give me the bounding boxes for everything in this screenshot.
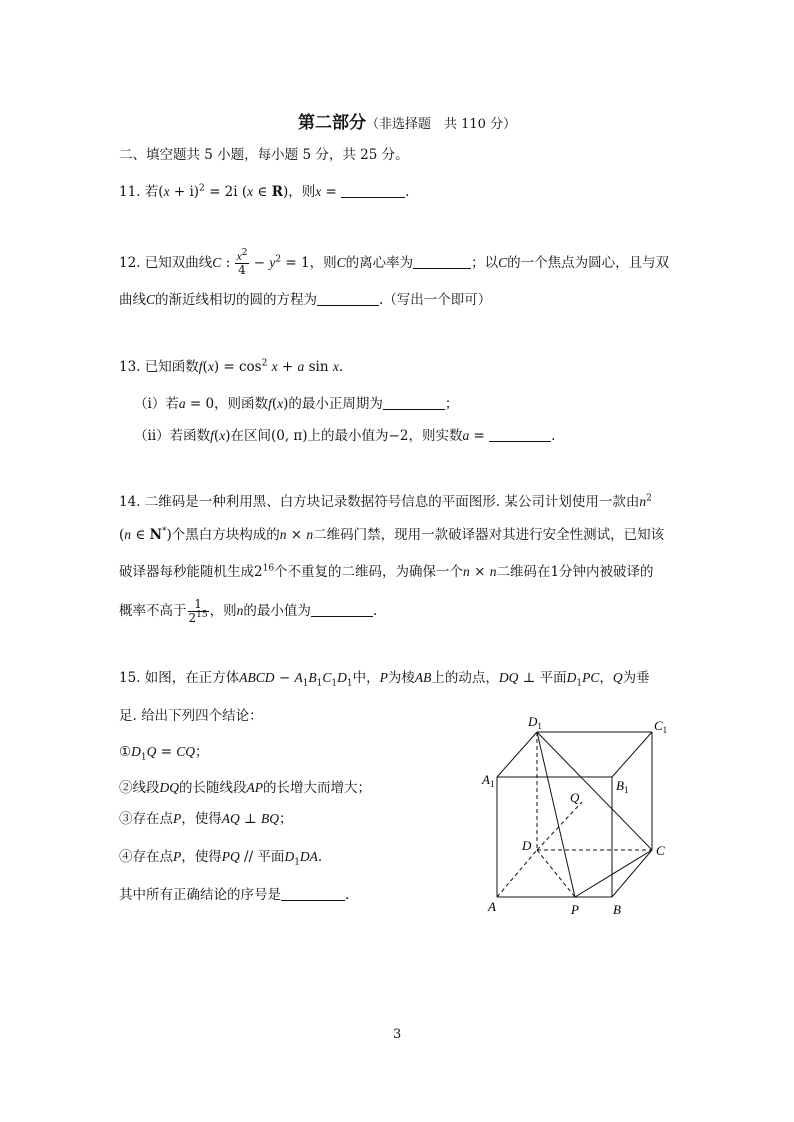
conclusion-3-b: ，使得 — [181, 811, 222, 827]
q14-line2-a: 个黑白方块构成的 — [171, 527, 280, 543]
answer-blank-14[interactable] — [311, 602, 373, 617]
q11-prefix: 若 — [144, 184, 159, 200]
q14-line4-a: 概率不高于 — [119, 603, 187, 619]
q14-line1: 二维码是一种利用黑、白方块记录数据符号信息的平面图形. 某公司计划使用一款由 — [144, 494, 640, 510]
label-c: C — [656, 843, 665, 858]
q14-line2-b: 二维码门禁，现用一款破译器对其进行安全性测试，已知该 — [313, 527, 665, 543]
segment-pc — [575, 850, 652, 897]
page-title — [298, 108, 516, 133]
q15-line1-g: 为垂 — [622, 670, 650, 686]
title-subtitle: （非选择题 共 110 分） — [366, 117, 517, 132]
label-b: B — [613, 902, 621, 917]
q14-number: 14. — [119, 494, 141, 510]
q13-part1-mid: ，则函数 — [214, 396, 269, 412]
q12-text-e: 的一个焦点为圆心，且与双 — [507, 255, 670, 271]
q13-part1-label: （ⅰ）若 — [134, 396, 179, 412]
answer-blank-11[interactable] — [341, 183, 405, 198]
q11-var: x — [315, 184, 322, 199]
question-15-final: 其中所有正确结论的序号是 . — [119, 887, 350, 903]
q12-curve-3: C — [498, 255, 508, 270]
question-13-part-1: （ⅰ）若a = 0，则函数f(x)的最小正周期为 ； — [134, 396, 459, 412]
question-14-line2: (n ∈ N*)个黑白方块构成的n × n二维码门禁，现用一款破译器对其进行安全性测试，已知该 — [119, 526, 665, 543]
q11-suffix: ，则 — [288, 184, 316, 200]
question-13: 13. 已知函数$f(x) = \cos^2 x + a$ sin x. — [119, 358, 344, 375]
q15-line1-a: 如图，在正方体 — [144, 670, 240, 686]
conclusion-4-mark: ④ — [119, 849, 133, 865]
label-d1: $D_1$ — [528, 714, 542, 731]
q14-fraction: $\frac{1}{2^{15}}$ — [188, 597, 208, 625]
q14-line3-b: 个不重复的二维码，为确保一个 — [274, 564, 464, 580]
q14-line3-d: 1 — [550, 564, 560, 580]
edge-a1d1 — [497, 732, 537, 777]
conclusion-3-mark: ③ — [119, 811, 133, 827]
q11-number: 11. — [119, 184, 141, 200]
q12-number: 12. — [119, 255, 141, 271]
q13-part2-end: ，则实数 — [408, 428, 463, 444]
question-13-part-2: （ⅱ）若函数f(x)在区间(0, π)上的最小值为−2，则实数a = . — [134, 428, 556, 444]
answer-blank-12a[interactable] — [413, 254, 471, 269]
q12-text-a: 已知双曲线 — [144, 255, 213, 271]
edge-bc — [612, 850, 652, 897]
conclusion-2: ②线段DQ的长随线段AP的长增大而增大； — [119, 780, 371, 796]
q12-fraction: $\frac{x^2}{4}$ — [236, 248, 248, 277]
page-number: 3 — [393, 1027, 402, 1042]
q15-line1-f: ， — [599, 670, 613, 686]
answer-blank-15[interactable] — [281, 886, 345, 901]
conclusion-4-b: ，使得 — [181, 849, 222, 865]
q13-number: 13. — [119, 359, 141, 375]
q12-text-d: ；以 — [471, 255, 499, 271]
label-b1: $B_1$ — [616, 778, 629, 795]
label-p: P — [571, 902, 579, 917]
conclusion-3: ③存在点P，使得AQ ⊥ BQ； — [119, 811, 293, 827]
q15-line1-b: 中， — [352, 670, 380, 686]
edge-b1c1 — [612, 732, 652, 777]
conclusion-4-c: 平面 — [257, 849, 285, 865]
q15-final-text: 其中所有正确结论的序号是 — [119, 887, 281, 903]
label-c1: $C_1$ — [654, 718, 668, 735]
segment-d1p — [537, 732, 575, 897]
q14-line4-c: 的最小值为 — [243, 603, 311, 619]
q12-curve-4: C — [146, 292, 156, 307]
conclusion-4: ④存在点P，使得PQ // 平面$D_1DA$. — [119, 849, 323, 868]
label-q: Q — [570, 790, 580, 805]
q15-line1-e: 平面 — [539, 670, 567, 686]
conclusion-2-b: 的长随线段 — [179, 780, 247, 796]
label-d: D — [522, 838, 532, 853]
q11-eq: = — [321, 184, 342, 200]
section-heading: 二、填空题共 5 小题，每小题 5 分，共 25 分。 — [119, 147, 409, 163]
answer-blank-12b[interactable] — [317, 291, 379, 306]
q12-text-f: 曲线 — [119, 292, 146, 308]
conclusion-1-mark: ① — [119, 744, 132, 760]
q12-curve-2: C — [336, 255, 346, 270]
question-12: 12. 已知双曲线C : $\frac{x^2}{4}$ − $y^2 = 1$，则C的离心率为 ；以C的一个焦点为圆心，且与双 — [119, 248, 670, 277]
question-11: 11. 若$(x + i)^2 = 2i$ (x ∈ R)，则x = . — [119, 183, 410, 200]
conclusion-2-c: 的长增大而增大； — [263, 780, 371, 796]
q14-line3-a: 破译器每秒能随机生成 — [119, 564, 254, 580]
conclusion-1: $①D_1Q$ = CQ； — [119, 744, 209, 763]
answer-blank-13b[interactable] — [489, 427, 551, 442]
question-12-line2 — [119, 290, 491, 310]
q13-part2-label: （ⅱ）若函数 — [134, 428, 211, 444]
question-14-line3: 破译器每秒能随机生成$2^{16}$个不重复的二维码，为确保一个n × n二维码在1分钟内被破译的 — [119, 563, 654, 580]
q12-text-g: 的渐近线相切的圆的方程为 — [155, 292, 318, 308]
conclusion-4-a: 存在点 — [132, 849, 173, 865]
q14-line4-b: ，则 — [209, 603, 237, 619]
label-a: A — [488, 899, 496, 914]
q14-line3-c: 二维码在 — [496, 564, 551, 580]
q15-line1-d: 上的动点， — [431, 670, 499, 686]
conclusion-2-mark: ② — [119, 780, 133, 796]
label-a1: $A_1$ — [482, 772, 495, 789]
edge-ad-hidden — [497, 850, 537, 897]
question-15: 15. 如图，在正方体ABCD − $A_1B_1C_1D_1$中，P为棱AB上的动点，DQ ⊥ 平面$D_1PC$，Q为垂 — [119, 670, 650, 689]
question-15-line2: 足. 给出下列四个结论： — [119, 708, 263, 724]
q12-text-b: ，则 — [309, 255, 337, 271]
q13-intro: 已知函数 — [144, 359, 199, 375]
cube-diagram — [470, 712, 680, 924]
q13-part2-mid2: 上的最小值为 — [307, 428, 389, 444]
q12-curve: C — [212, 255, 222, 270]
answer-blank-13a[interactable] — [383, 395, 445, 410]
q15-number: 15. — [119, 670, 141, 686]
q12-text-h: .（写出一个即可） — [379, 292, 492, 308]
cube-figure — [470, 712, 680, 924]
q12-text-c: 的离心率为 — [345, 255, 414, 271]
conclusion-2-a: 线段 — [132, 780, 160, 796]
question-14-line4: 概率不高于 $\frac{1}{2^{15}}$ ，则n的最小值为 . — [119, 597, 378, 625]
q13-part1-end: 的最小正周期为 — [288, 396, 383, 412]
q15-line1-c: 为棱 — [387, 670, 415, 686]
q14-line3-e: 分钟内被破译的 — [559, 564, 654, 580]
conclusion-3-a: 存在点 — [132, 811, 173, 827]
title-text: 第二部分 — [298, 113, 366, 133]
q13-part2-mid: 在区间 — [230, 428, 271, 444]
question-14: 14. 二维码是一种利用黑、白方块记录数据符号信息的平面图形. 某公司计划使用一款由$n^2$ — [119, 493, 652, 510]
segment-dq-hidden — [537, 802, 582, 850]
